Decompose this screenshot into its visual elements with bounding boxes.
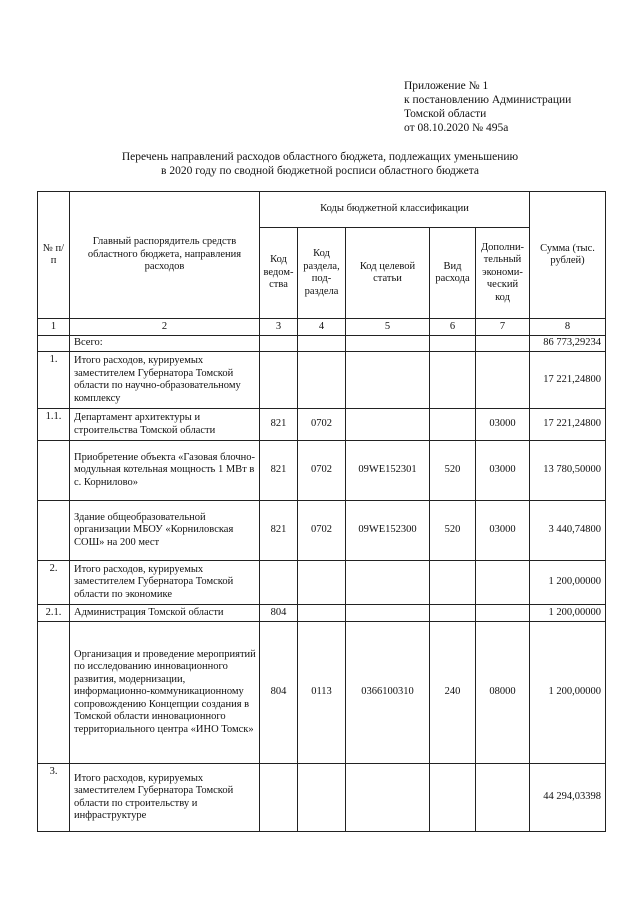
row-target — [346, 605, 430, 622]
appendix-line: Томской области — [404, 108, 487, 120]
row-target — [346, 409, 430, 441]
title-line: Перечень направлений расходов областного бюджета, подлежащих уменьшению — [121, 151, 519, 163]
table-row — [38, 336, 606, 352]
row-num — [38, 336, 70, 352]
row-sum: 13 780,50000 — [530, 441, 606, 501]
expenses-table — [37, 191, 606, 832]
row-razdel — [298, 605, 346, 622]
row-ved: 821 — [260, 409, 298, 441]
row-num — [38, 441, 70, 501]
column-number: 3 — [260, 319, 298, 336]
row-vid: 520 — [430, 441, 476, 501]
row-razdel: 0702 — [298, 501, 346, 561]
row-name: Департамент архитектуры и строительства Томской области — [70, 409, 260, 441]
column-number: 4 — [298, 319, 346, 336]
row-econ: 03000 — [476, 501, 530, 561]
table-row — [38, 352, 606, 409]
row-target — [346, 336, 430, 352]
row-name: Организация и проведение мероприятий по исследованию инновационного развития, модернизации, информационно-коммуникационному сопровождению Концепции создания в Томской области инновационного территориального центра «ИНО Томск» — [70, 622, 260, 764]
row-ved: 804 — [260, 605, 298, 622]
row-vid: 520 — [430, 501, 476, 561]
row-razdel: 0702 — [298, 409, 346, 441]
header-ved: Код ведом-ства — [260, 228, 298, 319]
table-row — [38, 622, 606, 764]
column-number: 1 — [38, 319, 70, 336]
row-econ: 03000 — [476, 441, 530, 501]
row-name: Итого расходов, курируемых заместителем Губернатора Томской области по экономике — [70, 561, 260, 605]
header-main: Главный распорядитель средств областного бюджета, направления расходов — [70, 192, 260, 319]
row-name: Администрация Томской области — [70, 605, 260, 622]
row-name: Итого расходов, курируемых заместителем Губернатора Томской области по научно-образовательному комплексу — [70, 352, 260, 409]
row-vid — [430, 764, 476, 832]
row-num: 3. — [38, 764, 70, 832]
header-vid: Вид расхода — [430, 228, 476, 319]
row-econ — [476, 352, 530, 409]
row-sum: 17 221,24800 — [530, 352, 606, 409]
column-number: 6 — [430, 319, 476, 336]
row-sum: 17 221,24800 — [530, 409, 606, 441]
column-number: 8 — [530, 319, 606, 336]
header-econ: Дополни-тельный экономи-ческий код — [476, 228, 530, 319]
table-row — [38, 764, 606, 832]
table-row — [38, 561, 606, 605]
row-econ: 08000 — [476, 622, 530, 764]
row-razdel — [298, 336, 346, 352]
header-sum: Сумма (тыс. рублей) — [530, 192, 606, 319]
column-number: 5 — [346, 319, 430, 336]
row-target — [346, 352, 430, 409]
row-sum: 1 200,00000 — [530, 622, 606, 764]
header-target: Код целевой статьи — [346, 228, 430, 319]
row-target — [346, 764, 430, 832]
column-number: 7 — [476, 319, 530, 336]
row-razdel: 0113 — [298, 622, 346, 764]
row-name: Приобретение объекта «Газовая блочно-модульная котельная мощность 1 МВт в с. Корнилово» — [70, 441, 260, 501]
row-ved: 804 — [260, 622, 298, 764]
row-econ — [476, 764, 530, 832]
row-econ — [476, 605, 530, 622]
header-codes-group: Коды бюджетной классификации — [260, 192, 530, 228]
table-row — [38, 441, 606, 501]
row-sum: 1 200,00000 — [530, 605, 606, 622]
row-razdel — [298, 352, 346, 409]
row-econ: 03000 — [476, 409, 530, 441]
row-ved — [260, 561, 298, 605]
row-sum: 1 200,00000 — [530, 561, 606, 605]
row-vid — [430, 605, 476, 622]
row-econ — [476, 561, 530, 605]
title-line: в 2020 году по сводной бюджетной росписи областного бюджета — [161, 165, 479, 177]
appendix-line: Приложение № 1 — [404, 80, 489, 92]
header-razdel: Код раздела, под-раздела — [298, 228, 346, 319]
row-vid — [430, 336, 476, 352]
column-numbers-row — [38, 319, 606, 336]
row-name: Всего: — [70, 336, 260, 352]
row-num — [38, 501, 70, 561]
row-razdel — [298, 764, 346, 832]
row-ved — [260, 336, 298, 352]
row-num: 2.1. — [38, 605, 70, 622]
row-sum: 3 440,74800 — [530, 501, 606, 561]
row-num: 2. — [38, 561, 70, 605]
row-ved: 821 — [260, 441, 298, 501]
row-razdel: 0702 — [298, 441, 346, 501]
row-target: 0366100310 — [346, 622, 430, 764]
appendix-block — [404, 79, 571, 135]
appendix-line: от 08.10.2020 № 495а — [404, 122, 509, 134]
row-ved — [260, 352, 298, 409]
row-razdel — [298, 561, 346, 605]
row-sum: 86 773,29234 — [530, 336, 606, 352]
row-num: 1. — [38, 352, 70, 409]
row-num: 1.1. — [38, 409, 70, 441]
row-target — [346, 561, 430, 605]
row-target: 09WE152301 — [346, 441, 430, 501]
table-row — [38, 409, 606, 441]
row-vid — [430, 561, 476, 605]
header-num: № п/п — [38, 192, 70, 319]
row-ved: 821 — [260, 501, 298, 561]
column-number: 2 — [70, 319, 260, 336]
document-title — [60, 150, 580, 178]
row-vid — [430, 409, 476, 441]
row-name: Итого расходов, курируемых заместителем Губернатора Томской области по строительству и инфраструктуре — [70, 764, 260, 832]
row-name: Здание общеобразовательной организации МБОУ «Корниловская СОШ» на 200 мест — [70, 501, 260, 561]
table-row — [38, 605, 606, 622]
row-vid — [430, 352, 476, 409]
table-row — [38, 501, 606, 561]
row-econ — [476, 336, 530, 352]
row-num — [38, 622, 70, 764]
row-vid: 240 — [430, 622, 476, 764]
row-target: 09WE152300 — [346, 501, 430, 561]
row-sum: 44 294,03398 — [530, 764, 606, 832]
appendix-line: к постановлению Администрации — [404, 94, 572, 106]
row-ved — [260, 764, 298, 832]
